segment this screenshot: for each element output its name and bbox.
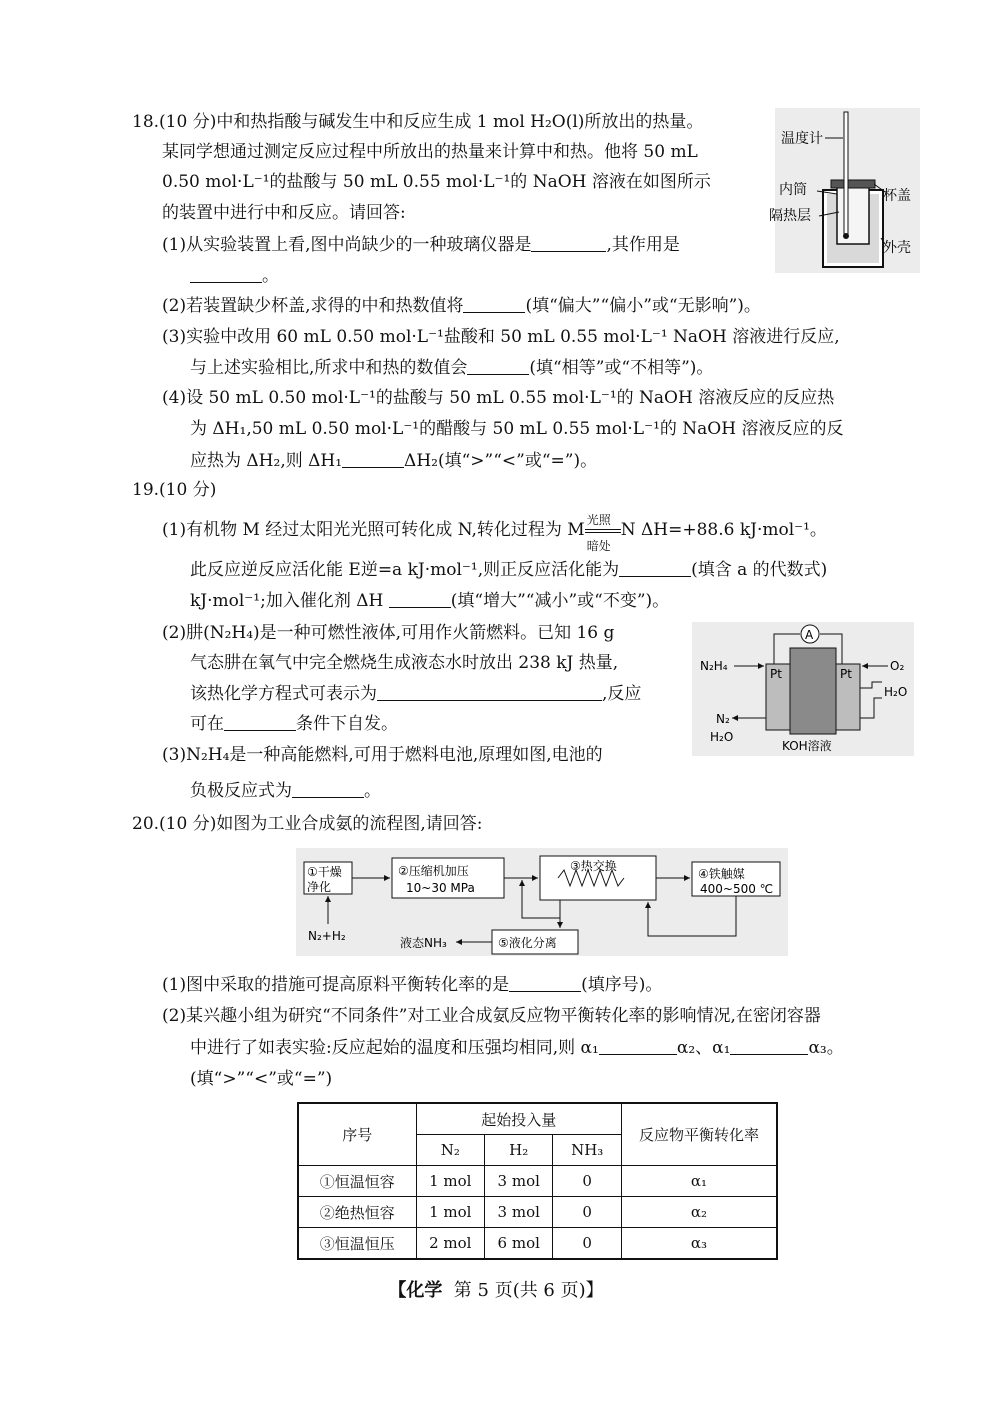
lid-shape [831, 180, 875, 188]
flow-label-heat-exchange: ③热交换 [570, 859, 617, 873]
q19-answer-blank-1[interactable] [619, 560, 691, 577]
cell-h2: 6 mol [485, 1228, 553, 1260]
table-header-rate: 反应物平衡转化率 [621, 1103, 777, 1166]
flow-label-pressure: 10~30 MPa [406, 881, 475, 895]
table-row [298, 1197, 777, 1228]
q19-part2-line1: (2)肼(N₂H₄)是一种可燃性液体,可用作火箭燃料。已知 16 g [162, 623, 615, 643]
q18-part4-text-d: ΔH₂(填“>”“<”或“=”)。 [404, 451, 598, 471]
electrolyte-label: KOH溶液 [782, 739, 832, 753]
q19-answer-blank-3[interactable] [377, 684, 602, 701]
cell-rate: α₁ [621, 1166, 777, 1197]
q20-part2-text-b: 中进行了如表实验:反应起始的温度和压强均相同,则 α₁ [190, 1038, 599, 1058]
flow-label-catalyst: ④铁触媒 [698, 867, 745, 881]
q18-part2-text-b: (填“偏大”“偏小”或“无影响”)。 [525, 296, 761, 316]
q20-part2-text-d: α₃。 [808, 1038, 844, 1058]
footer-subject: 【化学 [388, 1280, 443, 1301]
q18-answer-blank-5[interactable] [342, 451, 404, 468]
ammonia-flow-diagram [296, 848, 788, 956]
q19-part2-text-c: 该热化学方程式可表示为 [190, 684, 377, 704]
q20-part2-text-c: α₂、α₁ [676, 1038, 731, 1058]
table-header-no: 序号 [298, 1103, 416, 1166]
q18-part1-text-b: ,其作用是 [606, 235, 680, 255]
right-electrode-label: Pt [840, 667, 852, 681]
q19-part1-text-a: (1)有机物 M 经过太阳光光照可转化成 N,转化过程为 M [162, 520, 585, 540]
flow-label-compressor: ②压缩机加压 [398, 864, 469, 878]
flow-label-liquefy: ⑤液化分离 [498, 936, 557, 950]
q18-part4-text-c: 应热为 ΔH₂,则 ΔH₁ [190, 451, 343, 471]
experiment-table [297, 1102, 778, 1260]
q18-answer-blank-4[interactable] [467, 358, 529, 375]
cell-n2: 1 mol [416, 1197, 484, 1228]
q18-part1-cont [190, 264, 279, 288]
cell-nh3: 0 [553, 1228, 622, 1260]
arrow-bottom-label: 暗处 [586, 539, 611, 553]
cell-n2: 1 mol [416, 1166, 484, 1197]
q18-part1-text-a: (1)从实验装置上看,图中尚缺少的一种玻璃仪器是 [162, 235, 532, 255]
flow-label-purify: 净化 [307, 880, 332, 894]
q18-answer-blank-1[interactable] [531, 235, 606, 252]
flow-label-dry: ①干燥 [307, 865, 342, 879]
cell-no: ③恒温恒压 [298, 1228, 416, 1260]
q18-part3-text-b: 与上述实验相比,所求中和热的数值会 [190, 358, 468, 378]
q18-line-4: 的装置中进行中和反应。请回答: [162, 203, 406, 223]
table-header-n2: N₂ [416, 1135, 484, 1166]
h2o-right-label: H₂O [884, 685, 908, 699]
flow-label-feed: N₂+H₂ [308, 929, 346, 943]
q18-part2 [162, 294, 761, 318]
q18-part1 [162, 233, 680, 257]
q19-answer-blank-2[interactable] [389, 591, 451, 608]
cell-no: ②绝热恒容 [298, 1197, 416, 1228]
q19-part3-line2 [190, 779, 381, 803]
q19-part3-text-c: 。 [364, 781, 381, 801]
q18-part4-line3 [190, 449, 597, 473]
q19-part3-text-b: 负极反应式为 [190, 781, 292, 801]
left-electrode-label: Pt [770, 667, 782, 681]
q20-answer-blank-1[interactable] [509, 975, 581, 992]
q19-answer-blank-5[interactable] [292, 781, 364, 798]
q18-part3-line1: (3)实验中改用 60 mL 0.50 mol·L⁻¹盐酸和 50 mL 0.55 mol·L⁻¹ NaOH 溶液进行反应, [162, 327, 840, 347]
q18-answer-blank-3[interactable] [463, 296, 525, 313]
q18-part3-line2 [190, 356, 713, 380]
o2-label: O₂ [890, 659, 905, 673]
cell-nh3: 0 [553, 1166, 622, 1197]
q19-part1-text-c: 此反应逆反应活化能 E逆=a kJ·mol⁻¹,则正反应活化能为 [190, 560, 620, 580]
cell-nh3: 0 [553, 1197, 622, 1228]
q19-part1-text-e: kJ·mol⁻¹;加入催化剂 ΔH [190, 591, 384, 611]
q20-part2-line3: (填“>”“<”或“=”) [190, 1069, 333, 1089]
q18-line-3: 0.50 mol·L⁻¹的盐酸与 50 mL 0.55 mol·L⁻¹的 NaOH 溶液在如图所示 [162, 172, 711, 192]
q20-part1-text-a: (1)图中采取的措施可提高原料平衡转化率的是 [162, 975, 510, 995]
thermometer-shape [844, 112, 848, 236]
electrolyte-shape [790, 648, 836, 734]
cell-n2: 2 mol [416, 1228, 484, 1260]
inner-beaker-shape [837, 186, 869, 244]
arrow-top-label: 光照 [586, 513, 611, 527]
q18-part2-text-a: (2)若装置缺少杯盖,求得的中和热数值将 [162, 296, 464, 316]
q20-answer-blank-2[interactable] [599, 1038, 677, 1055]
q19-part1-text-d: (填含 a 的代数式) [691, 560, 828, 580]
table-header-nh3: NH₃ [553, 1135, 622, 1166]
cell-rate: α₂ [621, 1197, 777, 1228]
flow-label-temperature: 400~500 ℃ [700, 882, 774, 896]
label-inner: 内筒 [779, 182, 807, 198]
q20-part2-line1: (2)某兴趣小组为研究“不同条件”对工业合成氨反应物平衡转化率的影响情况,在密闭容器 [162, 1006, 821, 1026]
q19-part1-line1 [162, 513, 827, 553]
q18-part4-line2: 为 ΔH₁,50 mL 0.50 mol·L⁻¹的醋酸与 50 mL 0.55 mol·L⁻¹的 NaOH 溶液反应的反 [190, 419, 844, 439]
footer-page: 第 5 页(共 6 页)】 [453, 1280, 604, 1301]
q19-part2-line4 [190, 712, 398, 736]
table-header-h2: H₂ [485, 1135, 553, 1166]
q19-part2-text-f: 条件下自发。 [296, 714, 398, 734]
cell-h2: 3 mol [485, 1166, 553, 1197]
q19-answer-blank-4[interactable] [224, 714, 296, 731]
q18-part4-line1: (4)设 50 mL 0.50 mol·L⁻¹的盐酸与 50 mL 0.55 mol·L⁻¹的 NaOH 溶液反应的反应热 [162, 388, 835, 408]
table-row [298, 1228, 777, 1260]
page-footer [0, 1276, 992, 1302]
q19-part2-line2: 气态肼在氧气中完全燃烧生成液态水时放出 238 kJ 热量, [190, 653, 619, 673]
label-shell: 外壳 [883, 240, 911, 256]
q19-head: 19.(10 分) [132, 480, 217, 500]
ammeter-label: A [805, 628, 814, 642]
q19-part1-text-f: (填“增大”“减小”或“不变”)。 [450, 591, 670, 611]
reaction-arrow [585, 513, 621, 553]
q19-part1-line2 [190, 558, 827, 582]
q18-line-1: 18.(10 分)中和热指酸与碱发生中和反应生成 1 mol H₂O(l)所放出的热量。 [132, 112, 704, 132]
q18-answer-blank-2[interactable] [190, 266, 262, 283]
q19-part2-text-d: ,反应 [602, 684, 642, 704]
q19-part1-line3 [190, 589, 669, 613]
n2-label: N₂ [716, 712, 730, 726]
cell-h2: 3 mol [485, 1197, 553, 1228]
cell-no: ①恒温恒容 [298, 1166, 416, 1197]
calorimeter-figure [769, 108, 920, 273]
flow-label-product: 液态NH₃ [400, 936, 447, 950]
q19-part2-line3 [190, 682, 641, 706]
h2o-left-label: H₂O [710, 730, 734, 744]
q20-part2-line2 [190, 1036, 844, 1060]
table-header-input: 起始投入量 [416, 1103, 621, 1135]
label-lid: 杯盖 [883, 188, 911, 204]
q20-part1-text-b: (填序号)。 [581, 975, 663, 995]
q19-part3-line1: (3)N₂H₄是一种高能燃料,可用于燃料电池,原理如图,电池的 [162, 745, 603, 765]
q20-head: 20.(10 分)如图为工业合成氨的流程图,请回答: [132, 814, 483, 834]
q20-answer-blank-3[interactable] [730, 1038, 808, 1055]
q20-part1 [162, 973, 662, 997]
q19-part1-text-b: N ΔH=+88.6 kJ·mol⁻¹。 [620, 520, 827, 540]
q18-part1-text-c: 。 [262, 266, 279, 286]
q18-line-2: 某同学想通过测定反应过程中所放出的热量来计算中和热。他将 50 mL [162, 142, 698, 162]
n2h4-label: N₂H₄ [700, 659, 728, 673]
table-row [298, 1166, 777, 1197]
q19-part2-text-e: 可在 [190, 714, 224, 734]
fuel-cell-figure [692, 622, 914, 756]
cell-rate: α₃ [621, 1228, 777, 1260]
q18-part3-text-c: (填“相等”或“不相等”)。 [529, 358, 714, 378]
label-thermometer: 温度计 [781, 131, 823, 147]
label-insulation: 隔热层 [769, 208, 811, 224]
